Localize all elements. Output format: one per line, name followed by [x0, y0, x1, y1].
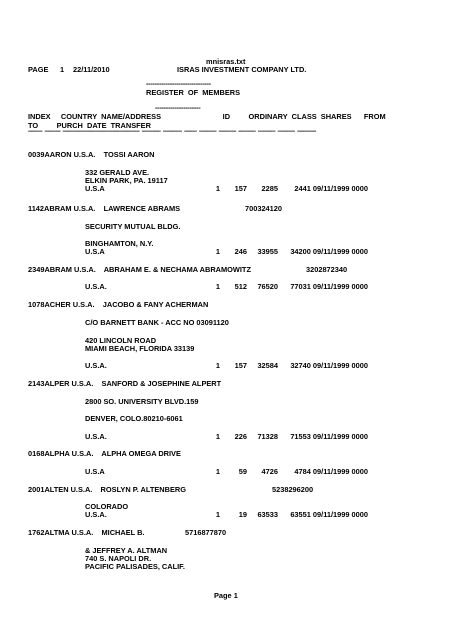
shares-value: 32584 — [257, 361, 278, 370]
ordinary-value: 1 — [215, 247, 220, 256]
page-number: 1 — [60, 65, 65, 74]
from-to-date: 63551 09/11/1999 0000 — [290, 510, 368, 519]
from-to-date: 4784 09/11/1999 0000 — [294, 467, 368, 476]
shares-value: 2285 — [261, 184, 278, 193]
from-to-date: 34200 09/11/1999 0000 — [290, 247, 368, 256]
address-line: 740 S. NAPOLI DR. — [85, 554, 152, 563]
class-value: 59 — [238, 467, 247, 476]
ordinary-value: 1 — [215, 184, 220, 193]
class-value: 157 — [234, 361, 247, 370]
address-line: DENVER, COLO.80210-6061 — [85, 414, 183, 423]
address-line: C/O BARNETT BANK - ACC NO 03091120 — [85, 318, 229, 327]
member-id: 5716877870 — [185, 528, 227, 537]
file-name: mnisras.txt — [206, 57, 246, 66]
country-line: U.S.A. — [85, 510, 107, 519]
page-label: PAGE — [28, 65, 49, 74]
country-line: U.S.A — [85, 467, 105, 476]
shares-value: 4726 — [261, 467, 278, 476]
country-line: U.S.A — [85, 184, 105, 193]
from-to-date: 77031 09/11/1999 0000 — [290, 282, 368, 291]
from-to-date: 71553 09/11/1999 0000 — [290, 432, 368, 441]
address-line: BINGHAMTON, N.Y. — [85, 239, 154, 248]
column-separator: --------- ---------- ------------------------------------------------- ------------ ------------ -------- ----------- ----------- ----------- ----------- ----------- ------------ — [28, 128, 316, 135]
record-heading: 0168ALPHA U.S.A. ALPHA OMEGA DRIVE — [28, 449, 181, 458]
shares-value: 63533 — [257, 510, 278, 519]
address-line: SECURITY MUTUAL BLDG. — [85, 222, 181, 231]
report-date: 22/11/2010 — [73, 65, 110, 74]
record-heading: 2143ALPER U.S.A. SANFORD & JOSEPHINE ALPERT — [28, 379, 222, 388]
class-value: 157 — [234, 184, 247, 193]
shares-value: 33955 — [257, 247, 278, 256]
class-value: 19 — [238, 510, 247, 519]
country-line: U.S.A — [85, 247, 105, 256]
address-line: 332 GERALD AVE. — [85, 168, 150, 177]
ordinary-value: 1 — [215, 282, 220, 291]
column-header-line-1: INDEX COUNTRY NAME/ADDRESS ID ORDINARY CLASS SHARES FROM — [28, 112, 386, 121]
ordinary-value: 1 — [215, 467, 220, 476]
record-heading: 1762ALTMA U.S.A. MICHAEL B. — [28, 528, 145, 537]
address-line: & JEFFREY A. ALTMAN — [85, 546, 168, 555]
member-id: 700324120 — [245, 204, 282, 213]
title-rule: ------------------------------ — [146, 79, 211, 88]
member-id: 3202872340 — [306, 265, 348, 274]
register-underline: --------------------- — [155, 103, 201, 112]
column-header-line-2: TO PURCH DATE TRANSFER — [28, 121, 151, 130]
ordinary-value: 1 — [215, 432, 220, 441]
record-heading: 1142ABRAM U.S.A. LAWRENCE ABRAMS — [28, 204, 181, 213]
class-value: 226 — [234, 432, 247, 441]
country-line: U.S.A. — [85, 282, 107, 291]
address-line: 2800 SO. UNIVERSITY BLVD.159 — [85, 397, 199, 406]
record-heading: 0039AARON U.S.A. TOSSI AARON — [28, 150, 155, 159]
from-to-date: 32740 09/11/1999 0000 — [290, 361, 368, 370]
shares-value: 76520 — [257, 282, 278, 291]
class-value: 512 — [234, 282, 247, 291]
address-line: PACIFIC PALISADES, CALIF. — [85, 562, 185, 571]
address-line: MIAMI BEACH, FLORIDA 33139 — [85, 344, 195, 353]
address-line: ELKIN PARK, PA. 19117 — [85, 176, 168, 185]
address-line: 420 LINCOLN ROAD — [85, 336, 157, 345]
record-heading: 2001ALTEN U.S.A. ROSLYN P. ALTENBERG — [28, 485, 186, 494]
country-line: U.S.A. — [85, 432, 107, 441]
page-footer: Page 1 — [214, 591, 238, 600]
ordinary-value: 1 — [215, 361, 220, 370]
register-title: REGISTER OF MEMBERS — [146, 88, 241, 97]
from-to-date: 2441 09/11/1999 0000 — [294, 184, 368, 193]
ordinary-value: 1 — [215, 510, 220, 519]
country-line: U.S.A. — [85, 361, 107, 370]
class-value: 246 — [234, 247, 247, 256]
record-heading: 2349ABRAM U.S.A. ABRAHAM E. & NECHAMA ABRAMOWITZ — [28, 265, 251, 274]
record-heading: 1078ACHER U.S.A. JACOBO & FANY ACHERMAN — [28, 300, 209, 309]
company-name: ISRAS INVESTMENT COMPANY LTD. — [177, 65, 307, 74]
member-id: 5238296200 — [272, 485, 314, 494]
shares-value: 71328 — [257, 432, 278, 441]
address-line: COLORADO — [85, 502, 129, 511]
